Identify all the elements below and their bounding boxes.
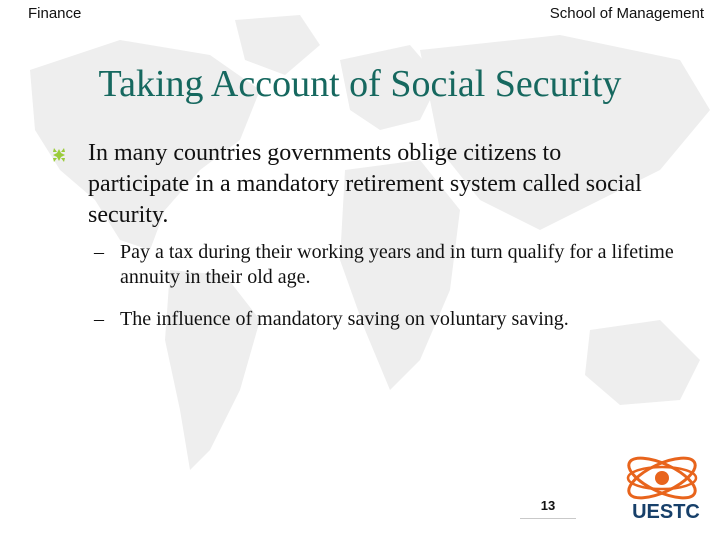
sub-bullet-dash: –: [94, 241, 104, 263]
sub-bullet-item: [94, 307, 694, 332]
header-course-name: Finance: [28, 5, 82, 22]
sub-bullet-text: Pay a tax during their working years and in turn qualify for a lifetime annuity in their old age.: [120, 241, 674, 288]
australia-shape: [585, 320, 700, 405]
uestc-logo: [618, 440, 714, 522]
header-school-name: School of Management: [549, 5, 704, 22]
sub-bullet-text: The influence of mandatory saving on voluntary saving.: [120, 308, 569, 330]
page-number: 13: [540, 498, 556, 513]
main-bullet-text: In many countries governments oblige citizens to participate in a mandatory retirement system called social security.: [88, 140, 642, 228]
sub-bullet-item: [94, 240, 694, 290]
logo-text: UESTC: [632, 501, 700, 522]
sub-bullet-dash: –: [94, 308, 104, 330]
bullet-diamond-icon: [52, 148, 66, 162]
south-america-shape: [165, 270, 260, 470]
page-number-underline: [520, 518, 576, 519]
slide-title: Taking Account of Social Security: [98, 63, 622, 105]
